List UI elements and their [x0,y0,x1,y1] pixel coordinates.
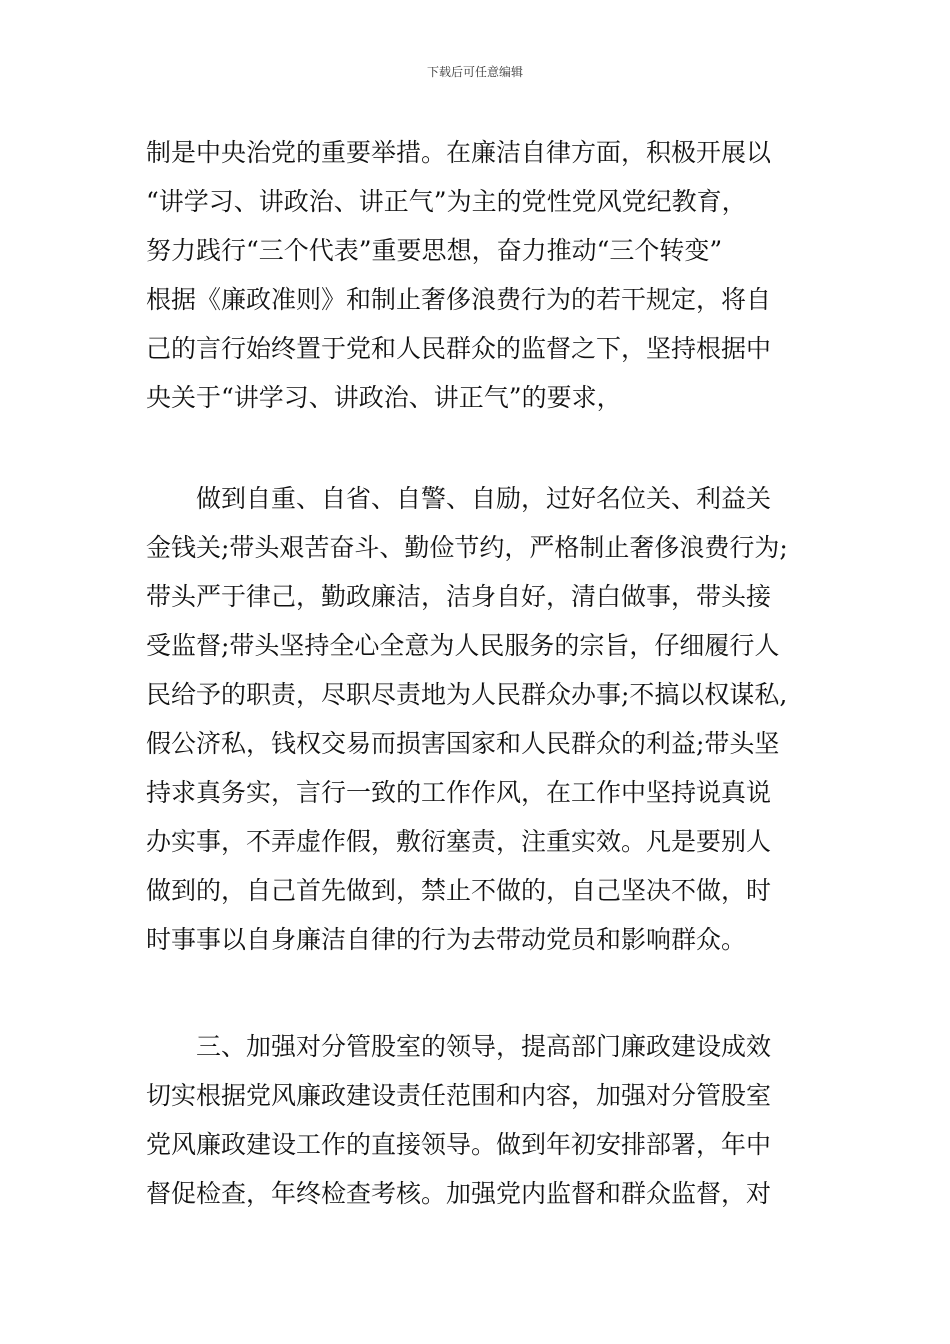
text-line: 制是中央治党的重要举措。在廉洁自律方面，积极开展以 [146,138,772,167]
text-line: 时事事以自身廉洁自律的行为去带动党员和影响群众。 [146,925,747,954]
text-line: 假公济私，钱权交易而损害国家和人民群众的利益;带头坚 [146,729,780,758]
text-line: 央关于“讲学习、讲政治、讲正气”的要求， [146,383,622,412]
text-line: 民给予的职责，尽职尽责地为人民群众办事;不搞以权谋私, [146,680,788,709]
paragraph-3 [146,1022,846,1218]
text-line: 持求真务实，言行一致的工作作风，在工作中坚持说真说 [146,778,772,807]
text-line: “讲学习、讲政治、讲正气”为主的党性党风党纪教育， [146,187,747,216]
text-line: 督促检查，年终检查考核。加强党内监督和群众监督，对 [146,1179,772,1208]
text-line: 努力践行“三个代表”重要思想，奋力推动“三个转变” [146,236,723,265]
text-line: 做到的，自己首先做到，禁止不做的，自己坚决不做，时 [146,876,772,905]
text-line: 受监督;带头坚持全心全意为人民服务的宗旨，仔细履行人 [146,631,780,660]
text-line: 带头严于律己，勤政廉洁，洁身自好，清白做事，带头接 [146,582,772,611]
text-line: 做到自重、自省、自警、自励，过好名位关、利益关 [146,484,772,513]
text-line: 办实事，不弄虚作假，敷衍塞责，注重实效。凡是要别人 [146,827,772,856]
paragraph-2 [146,474,846,964]
page-header: 下载后可任意编辑 [426,65,523,79]
text-line: 根据《廉政准则》和制止奢侈浪费行为的若干规定，将自 [146,285,772,314]
text-line: 金钱关;带头艰苦奋斗、勤俭节约，严格制止奢侈浪费行为; [146,533,788,562]
text-line: 三、加强对分管股室的领导，提高部门廉政建设成效 [146,1032,772,1061]
text-line: 己的言行始终置于党和人民群众的监督之下，坚持根据中 [146,334,772,363]
text-line: 党风廉政建设工作的直接领导。做到年初安排部署，年中 [146,1130,772,1159]
text-line: 切实根据党风廉政建设责任范围和内容，加强对分管股室 [146,1081,772,1110]
paragraph-1 [146,128,846,422]
